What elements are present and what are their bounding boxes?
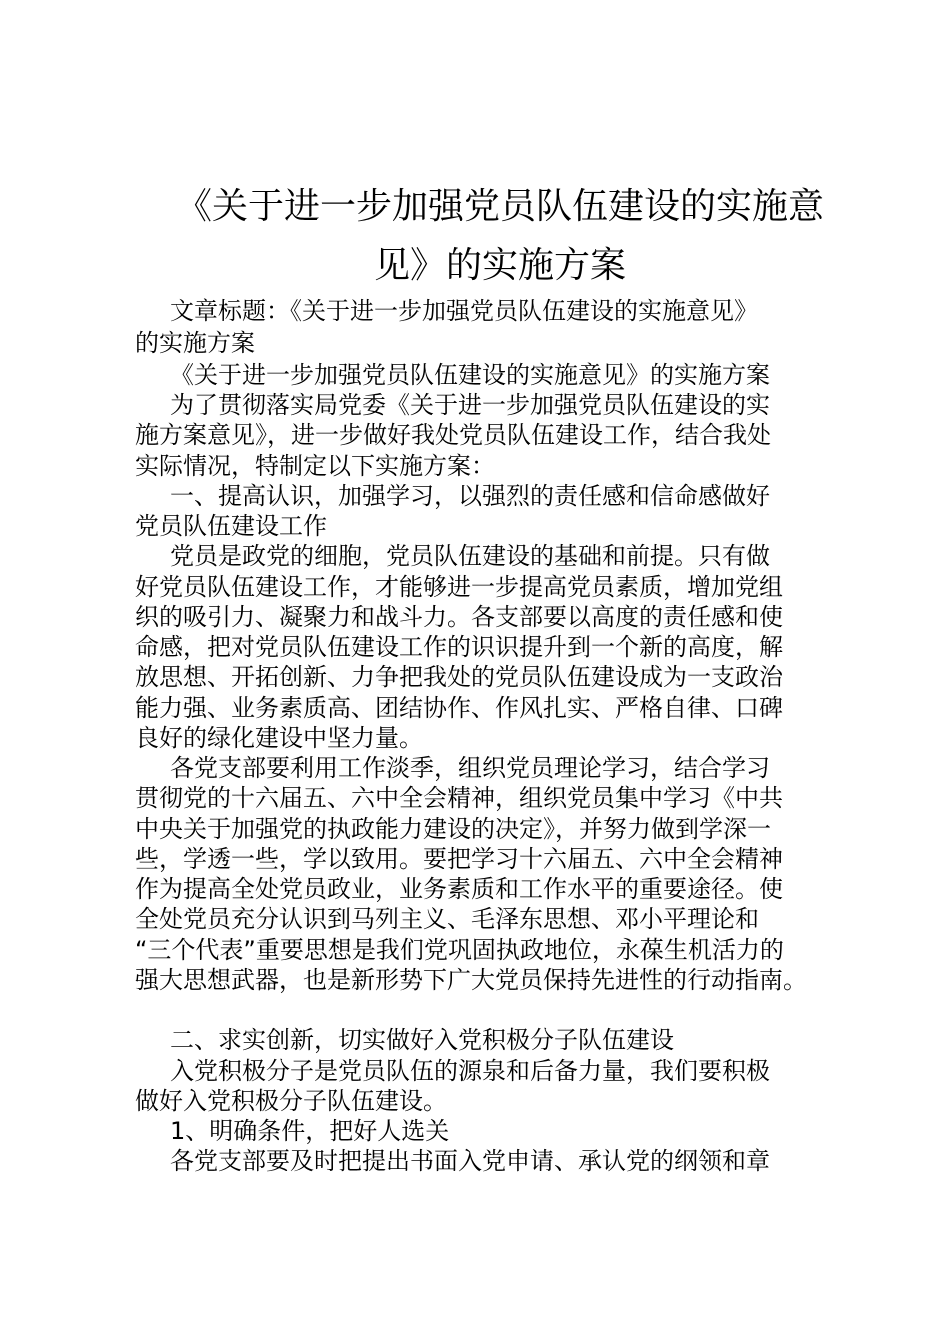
section-heading: 一、提高认识，加强学习，以强烈的责任感和信命感做好 xyxy=(170,482,770,510)
paragraph-line: 文章标题：《关于进一步加强党员队伍建设的实施意见》 xyxy=(170,297,758,325)
paragraph-line: 放思想、开拓创新、力争把我处的党员队伍建设成为一支政治 xyxy=(135,663,783,691)
paragraph-line: 全处党员充分认识到马列主义、毛泽东思想、邓小平理论和 xyxy=(135,905,759,933)
paragraph-line: 的实施方案 xyxy=(135,329,255,357)
paragraph-line: 贯彻党的十六届五、六中全会精神，组织党员集中学习《中共 xyxy=(135,784,783,812)
paragraph-line: 好党员队伍建设工作，才能够进一步提高党员素质，增加党组 xyxy=(135,573,783,601)
paragraph-line: 强大思想武器，也是新形势下广大党员保持先进性的行动指南。 xyxy=(135,966,807,994)
paragraph-line: 命感，把对党员队伍建设工作的识识提升到一个新的高度，解 xyxy=(135,633,783,661)
paragraph-line: 中央关于加强党的执政能力建设的决定》，并努力做到学深一 xyxy=(135,815,771,843)
paragraph-line: 为了贯彻落实局党委《关于进一步加强党员队伍建设的实 xyxy=(170,391,770,419)
subsection-heading: 1、明确条件，把好人选关 xyxy=(170,1117,450,1145)
paragraph-line: 各党支部要利用工作淡季，组织党员理论学习，结合学习 xyxy=(170,754,770,782)
section-heading: 党员队伍建设工作 xyxy=(135,512,327,540)
paragraph-line: 些，学透一些，学以致用。要把学习十六届五、六中全会精神 xyxy=(135,845,783,873)
paragraph-line: 入党积极分子是党员队伍的源泉和后备力量，我们要积极 xyxy=(170,1057,770,1085)
paragraph-line: “三个代表”重要思想是我们党巩固执政地位，永葆生机活力的 xyxy=(135,936,784,964)
paragraph-line: 实际情况，特制定以下实施方案： xyxy=(135,452,495,480)
paragraph-line: 各党支部要及时把提出书面入党申请、承认党的纲领和章 xyxy=(170,1147,770,1175)
paragraph-line: 作为提高全处党员政业，业务素质和工作水平的重要途径。使 xyxy=(135,875,783,903)
paragraph-line: 施方案意见》，进一步做好我处党员队伍建设工作，结合我处 xyxy=(135,421,771,449)
document-title-line-1: 《关于进一步加强党员队伍建设的实施意 xyxy=(175,186,824,227)
paragraph-line: 织的吸引力、凝聚力和战斗力。各支部要以高度的责任感和使 xyxy=(135,603,783,631)
section-heading: 二、求实创新，切实做好入党积极分子队伍建设 xyxy=(170,1026,674,1054)
paragraph-line: 良好的绿化建设中坚力量。 xyxy=(135,724,423,752)
paragraph-line: 做好入党积极分子队伍建设。 xyxy=(135,1087,447,1115)
document-title-line-2: 见》的实施方案 xyxy=(373,245,626,286)
paragraph-line: 能力强、业务素质高、团结协作、作风扎实、严格自律、口碑 xyxy=(135,694,783,722)
paragraph-line: 党员是政党的细胞，党员队伍建设的基础和前提。只有做 xyxy=(170,542,770,570)
paragraph-line: 《关于进一步加强党员队伍建设的实施意见》的实施方案 xyxy=(170,361,770,389)
